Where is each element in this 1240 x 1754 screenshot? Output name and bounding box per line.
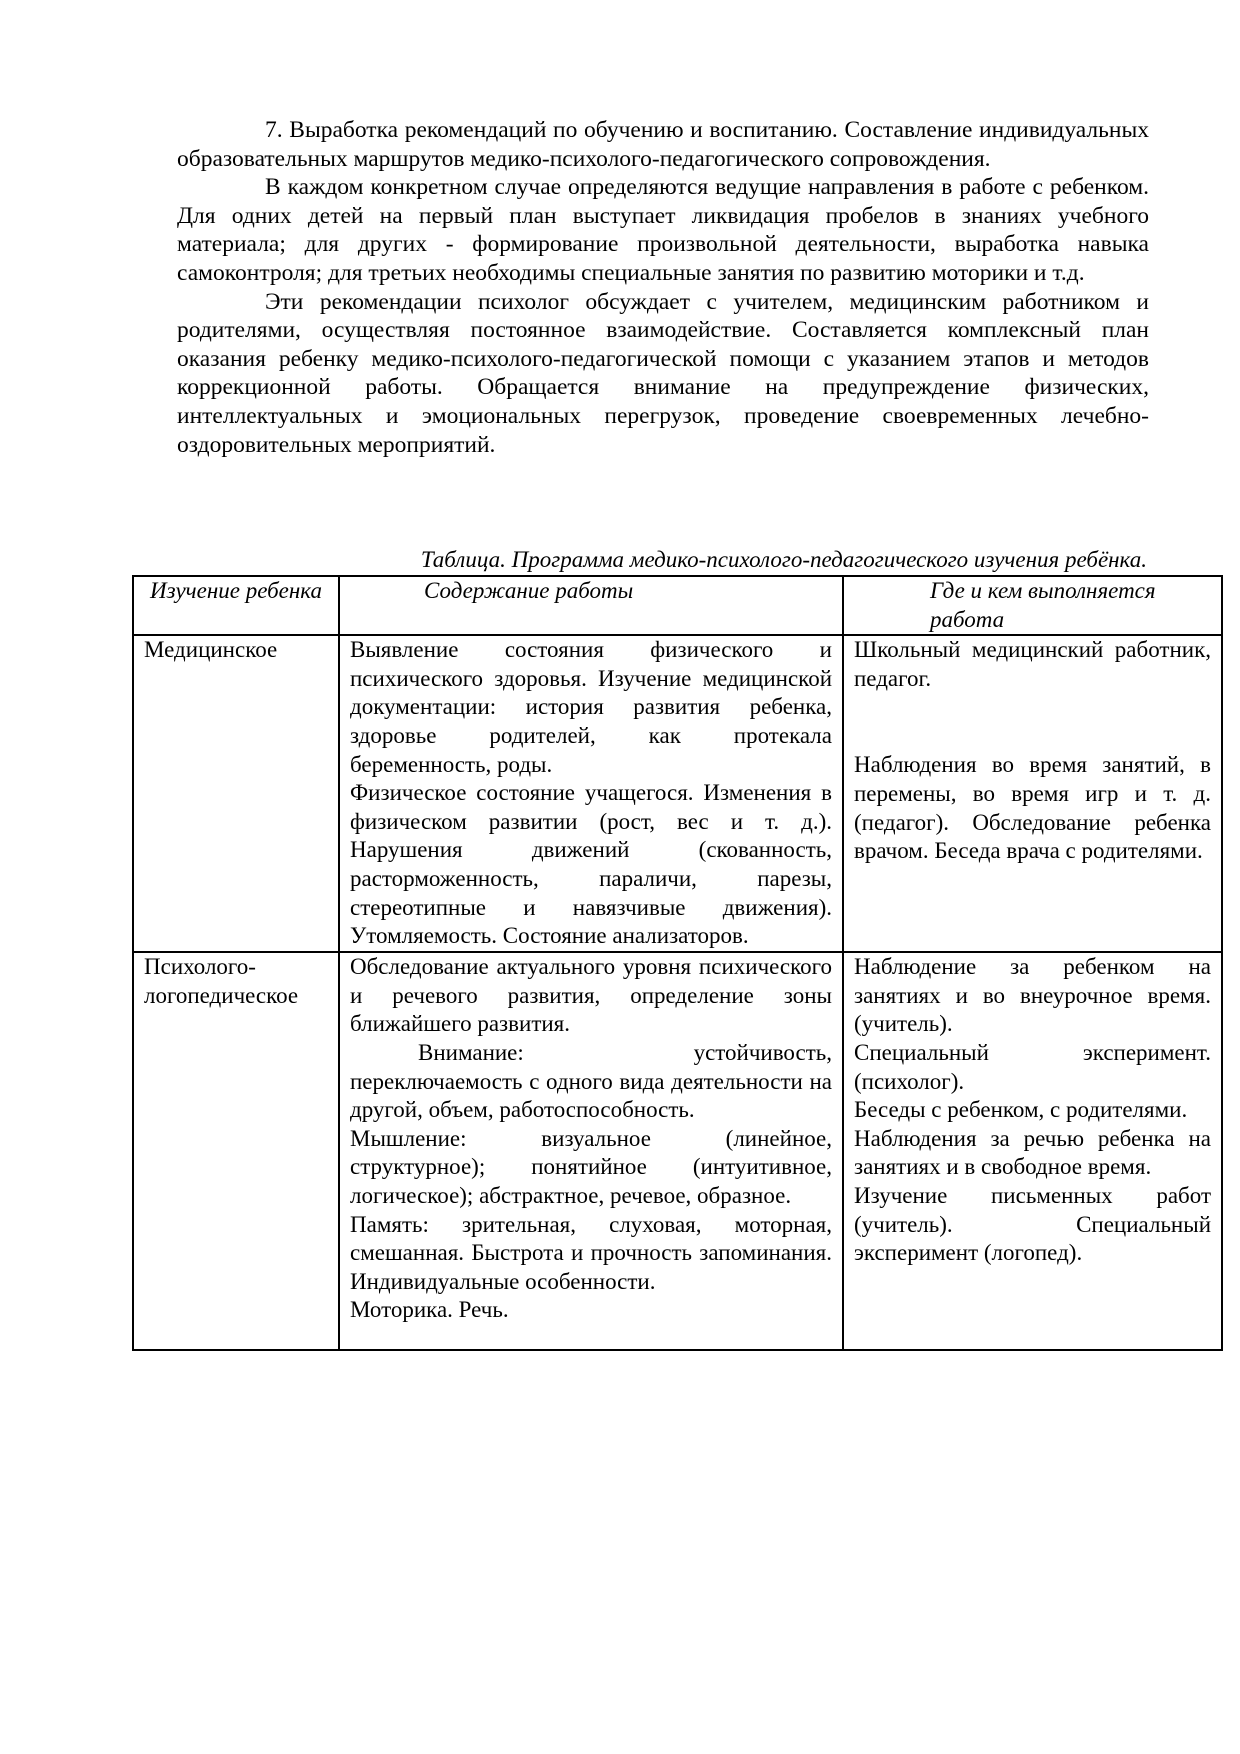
content-item: Внимание: устойчивость, переключаемость с одного вида деятельности на другой, объем, работоспособность. — [350, 1039, 832, 1123]
row-content — [339, 635, 843, 952]
content-item: Выявление состояния физического и психического здоровья. Изучение медицинской документации: история развития ребенка, здоровье родителей, как протекала беременность, роды. — [350, 637, 832, 777]
paragraph: Эти рекомендации психолог обсуждает с учителем, медицинским работником и родителями, осуществляя постоянное взаимодействие. Составляется комплексный план оказания ребенку медико-психолого-педагогической помощи с указанием этапов и методов коррекционной работы. Обращается внимание на предупреждение физических, интеллектуальных и эмоциональных перегрузок, проведение своевременных лечебно-оздоровительных мероприятий. — [177, 288, 1149, 458]
content-item: Физическое состояние учащегося. Изменения в физическом развитии (рост, вес и т. д.). Нарушения движений (скованность, расторможенность, параличи, парезы, стереотипные и навязчивые движения). Утомляемость. Состояние анализаторов. — [350, 780, 832, 949]
where-item: Наблюдения во время занятий, в перемены, во время игр и т. д. (педагог). Обследование ребенка врачом. Беседа врача с родителями. — [854, 752, 1211, 864]
where-item: Специальный эксперимент. (психолог). — [854, 1039, 1211, 1094]
where-item: Школьный медицинский работник, педагог. — [854, 637, 1211, 691]
row-area-medical: Медицинское — [133, 635, 339, 952]
where-item: Наблюдения за речью ребенка на занятиях и в свободное время. — [854, 1125, 1211, 1180]
table-row — [133, 952, 1222, 1350]
column-header-where: Где и кем выполняется работа — [843, 576, 1222, 635]
content-item: Обследование актуального уровня психического и речевого развития, определение зоны ближайшего развития. — [350, 954, 832, 1037]
content-item: Моторика. Речь. — [350, 1297, 509, 1323]
table-row — [133, 635, 1222, 952]
where-item: Беседы с ребенком, с родителями. — [854, 1097, 1188, 1123]
where-item: Изучение письменных работ (учитель). Специальный эксперимент (логопед). — [854, 1182, 1211, 1266]
row-where — [843, 635, 1222, 952]
paragraph: В каждом конкретном случае определяются ведущие направления в работе с ребенком. Для одних детей на первый план выступает ликвидация пробелов в знаниях учебного материала; для других - формирование произвольной деятельности, выработка навыка самоконтроля; для третьих необходимы специальные занятия по развитию моторики и т.д. — [177, 174, 1149, 286]
content-item: Память: зрительная, слуховая, моторная, смешанная. Быстрота и прочность запоминания. Индивидуальные особенности. — [350, 1211, 832, 1294]
content-item: Мышление: визуальное (линейное, структурное); понятийное (интуитивное, логическое); абстрактное, речевое, образное. — [350, 1125, 832, 1208]
row-area-psych-logoped: Психолого-логопедическое — [133, 952, 339, 1350]
study-program-table — [132, 575, 1223, 1351]
paragraph: 7. Выработка рекомендаций по обучению и воспитанию. Составление индивидуальных образовательных маршрутов медико-психолого-педагогического сопровождения. — [177, 117, 1149, 172]
where-item: Наблюдение за ребенком на занятиях и во внеурочное время. (учитель). — [854, 954, 1211, 1037]
column-header-study: Изучение ребенка — [133, 576, 339, 635]
column-header-content: Содержание работы — [339, 576, 843, 635]
table-caption: Таблица. Программа медико-психолого-педагогического изучения ребёнка. — [420, 547, 1147, 572]
table-header-row — [133, 576, 1222, 635]
row-content — [339, 952, 843, 1350]
row-where — [843, 952, 1222, 1350]
body-text — [177, 116, 1149, 459]
spacer — [854, 693, 1211, 751]
